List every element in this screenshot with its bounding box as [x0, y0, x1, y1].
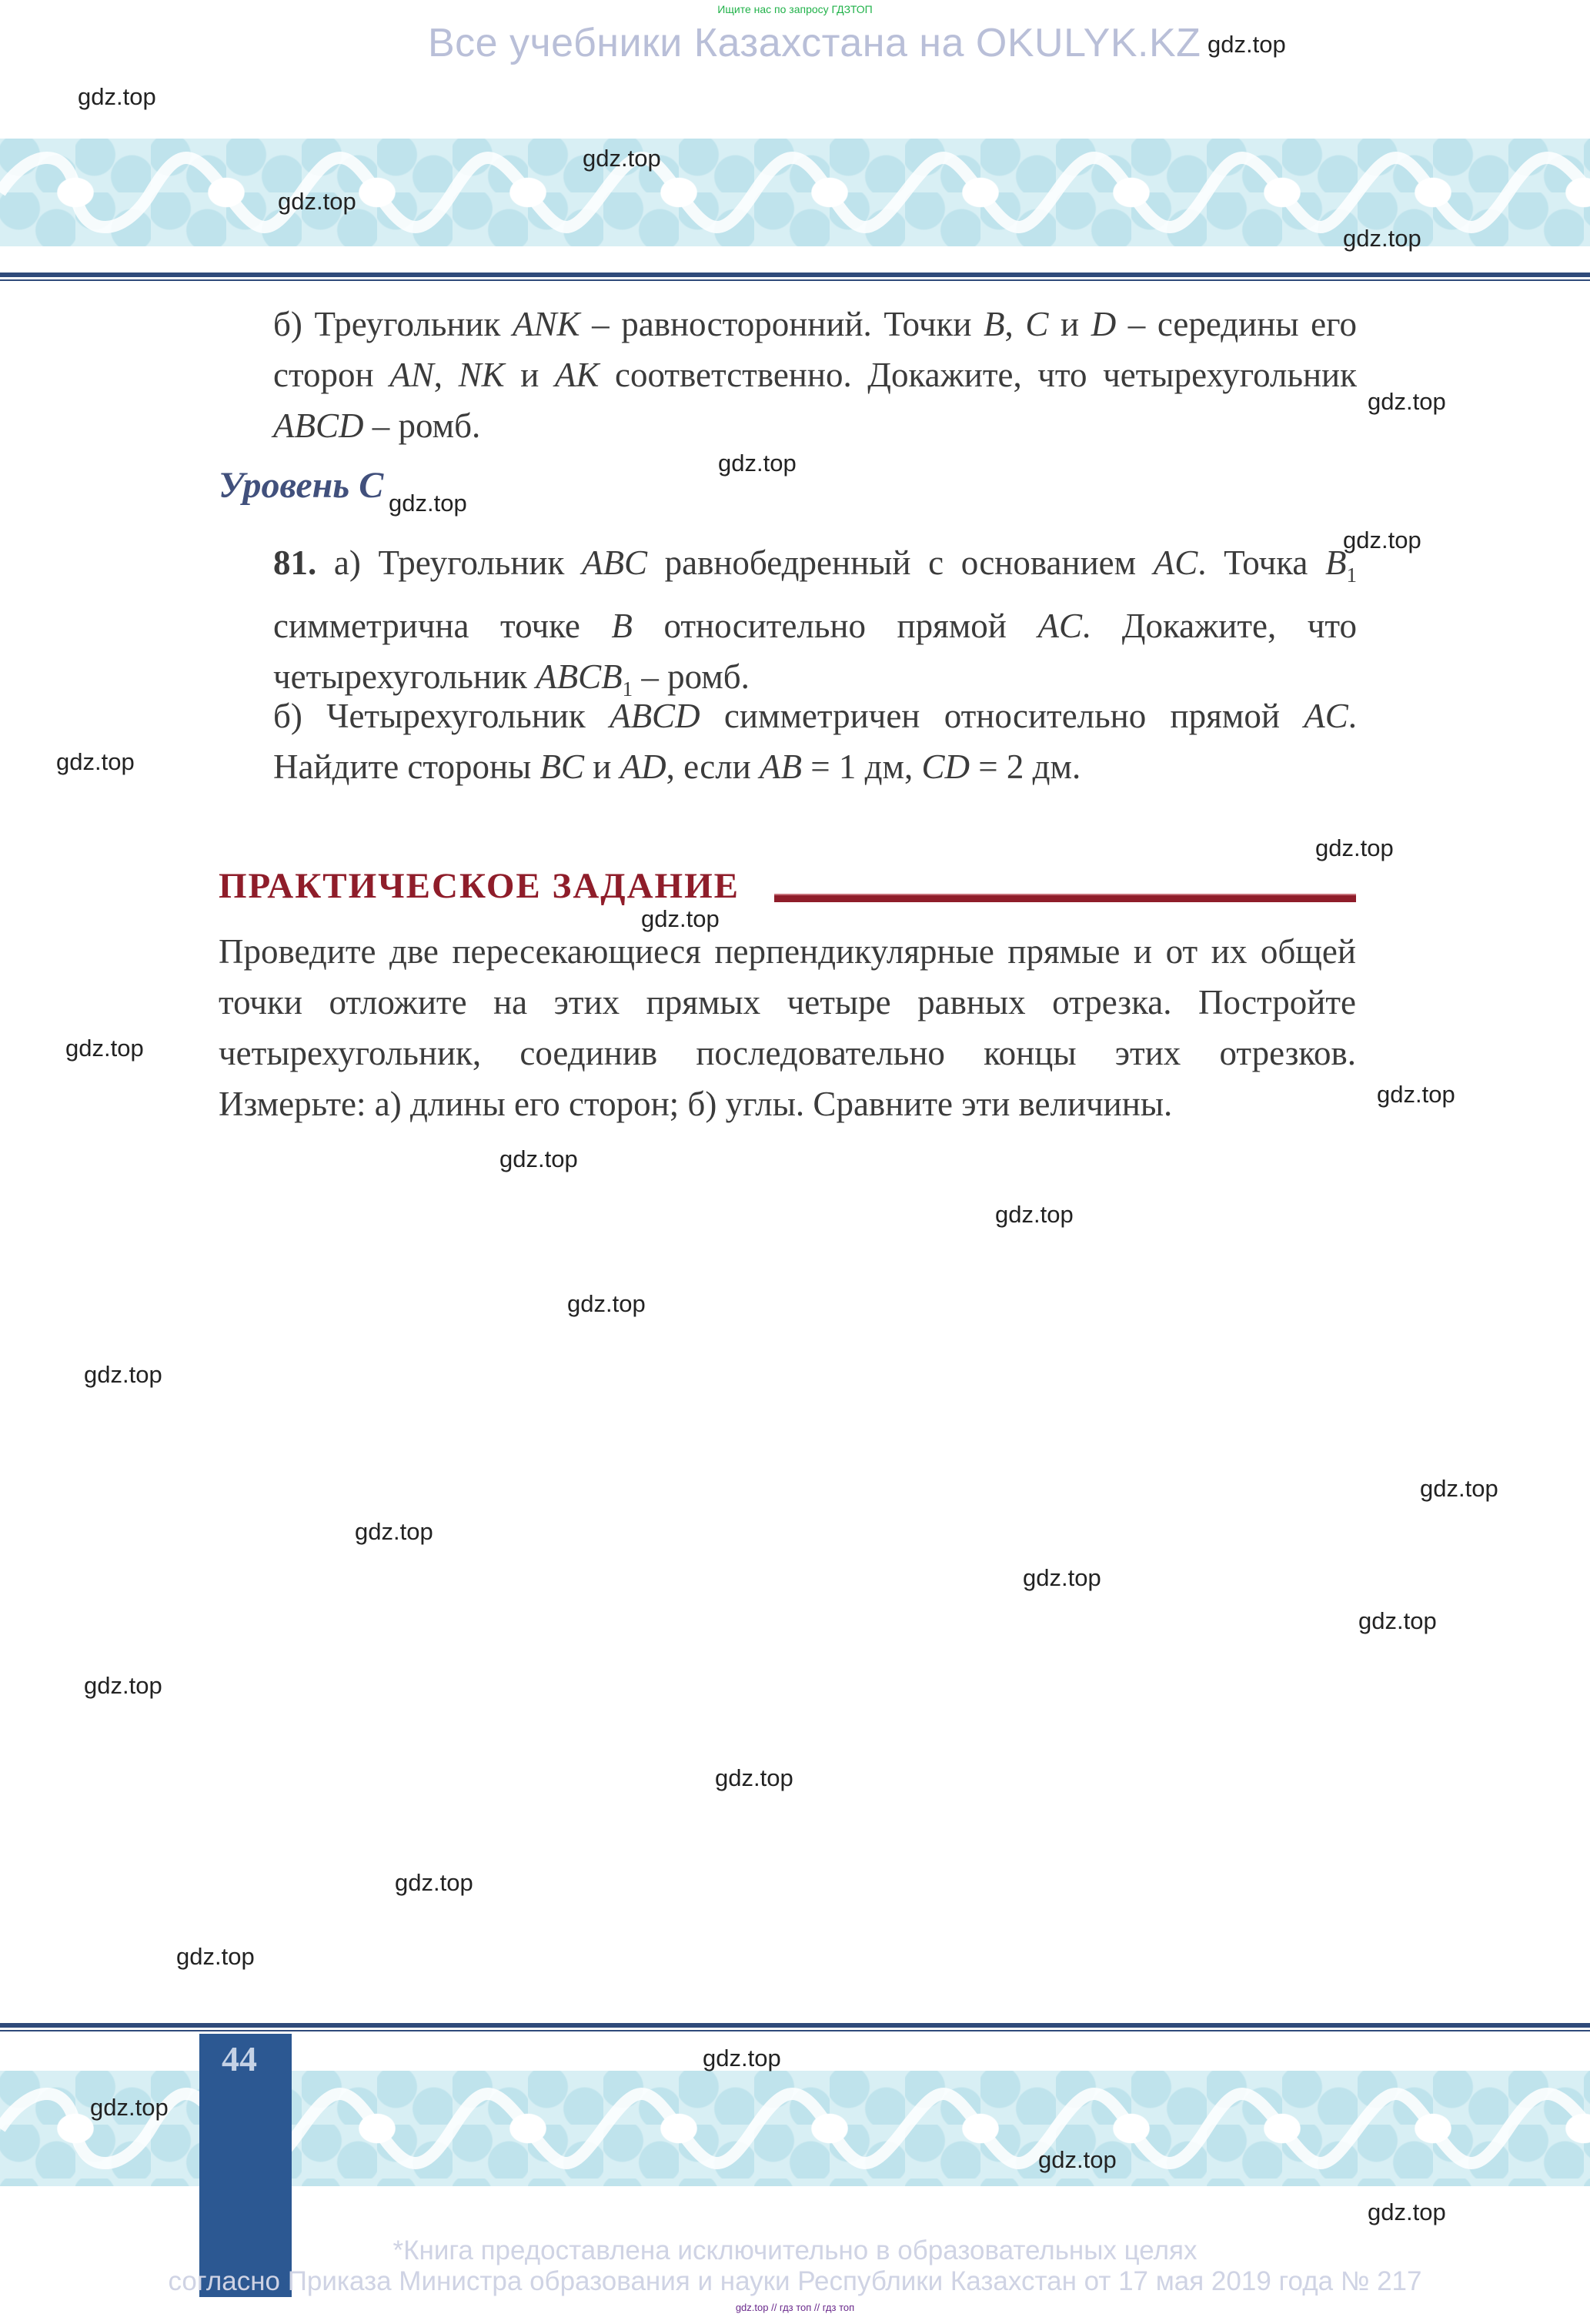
page-number: 44 — [222, 2039, 257, 2078]
watermark: gdz.top — [65, 1035, 144, 1062]
watermark: gdz.top — [1343, 225, 1421, 252]
task-81-part-a: а) Треугольник ABC равнобедренный с основанием AC. Точка $B_1$ симметрична точке B относительно прямой AC. Докажите, что четырехугольник $ABCB_1$ – ромб. — [273, 543, 1358, 701]
watermark: gdz.top — [715, 1764, 793, 1791]
footer-links[interactable]: gdz.top // гдз топ // гдз топ — [735, 2302, 855, 2313]
watermark: gdz.top — [641, 905, 720, 932]
watermark: gdz.top — [1368, 388, 1446, 415]
practice-heading: ПРАКТИЧЕСКОЕ ЗАДАНИЕ — [219, 866, 740, 906]
watermark: gdz.top — [389, 490, 467, 517]
task-b-previous — [273, 299, 1357, 451]
watermark: gdz.top — [90, 2094, 169, 2121]
bottom-rule-thin — [0, 2030, 1590, 2031]
task-81-b — [273, 691, 1357, 792]
watermark: gdz.top — [84, 1361, 162, 1388]
watermark: gdz.top — [56, 748, 135, 775]
watermark: gdz.top — [355, 1518, 433, 1545]
watermark: gdz.top — [1208, 31, 1286, 58]
watermark: gdz.top — [567, 1290, 646, 1317]
watermark: gdz.top — [499, 1145, 578, 1172]
watermark: gdz.top — [1377, 1081, 1455, 1108]
footer-disclaimer: *Книга предоставлена исключительно в образовательных целях — [392, 2235, 1198, 2265]
watermark: gdz.top — [995, 1201, 1074, 1228]
watermark: gdz.top — [583, 145, 661, 172]
watermark: gdz.top — [703, 2045, 781, 2072]
watermark: gdz.top — [78, 83, 156, 110]
practice-heading-rule — [774, 894, 1356, 902]
watermark: gdz.top — [1343, 527, 1421, 553]
task-81-part-b: б) Четырехугольник ABCD симметричен относительно прямой AC. Найдите стороны BC и AD, если AB = 1 дм, CD = 2 дм. — [273, 697, 1357, 786]
watermark: gdz.top — [1368, 2199, 1446, 2225]
top-notice: Ищите нас по запросу ГДЗТОП — [717, 3, 873, 15]
watermark: gdz.top — [1420, 1475, 1498, 1502]
watermark: gdz.top — [278, 188, 356, 215]
top-rule — [0, 273, 1590, 277]
watermark: gdz.top — [1038, 2146, 1117, 2173]
task-number: 81. — [273, 543, 317, 582]
bottom-rule — [0, 2023, 1590, 2028]
watermark: gdz.top — [84, 1672, 162, 1699]
watermark: gdz.top — [718, 450, 797, 477]
task-81 — [273, 537, 1357, 714]
watermark: gdz.top — [1315, 834, 1394, 861]
task-b-text: б) Треугольник ANK – равносторонний. Точки B, C и D – середины его сторон AN, NK и AK соответственно. Докажите, что четырехугольник ABCD – ромб. — [273, 305, 1357, 445]
level-heading: Уровень C — [219, 465, 384, 506]
watermark: gdz.top — [176, 1943, 255, 1970]
site-title[interactable]: Все учебники Казахстана на OKULYK.KZ — [428, 21, 1201, 65]
footer-order: согласно Приказа Министра образования и науки Республики Казахстан от 17 мая 2019 года № 217 — [168, 2266, 1422, 2296]
practice-text: Проведите две пересекающиеся перпендикулярные прямые и от их общей точки отложите на этих прямых четыре равных отрезка. Постройте четырехугольник, соединив последовательно концы этих отрезков. Измерьте: а) длины его сторон; б) углы. Сравните эти величины. — [219, 932, 1356, 1123]
top-rule-thin — [0, 279, 1590, 281]
watermark: gdz.top — [1358, 1607, 1437, 1634]
watermark: gdz.top — [1023, 1564, 1101, 1591]
watermark: gdz.top — [395, 1869, 473, 1896]
